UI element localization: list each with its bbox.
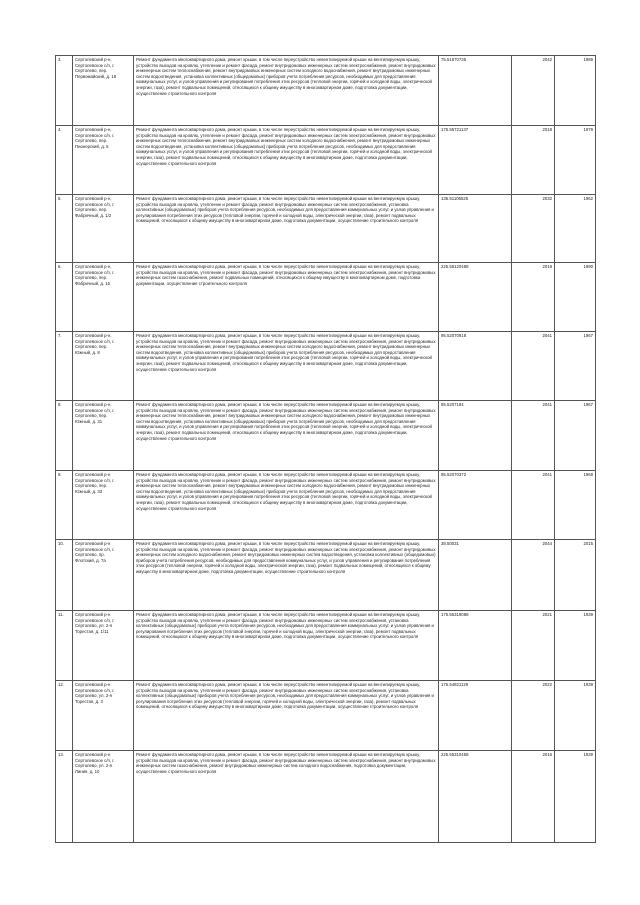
- planned-year-cell: 2041: [512, 471, 555, 540]
- planned-year-cell: 2032: [512, 195, 555, 263]
- value-cell: 75.51670735: [439, 56, 512, 126]
- planned-year-cell: 2021: [512, 611, 555, 681]
- value-cell: 175.54821129: [439, 681, 512, 751]
- works-description-cell: Ремонт фундамента многоквартирного дома, ремонт крыши, в том числе переустройство невентилируемой крыши на вентилируемую крышу, устройство выходов на кровлю, утепление и ремонт фасада, ремонт внутридомовых инженерных систем электроснабжения, установка коллективных (общедомовых) приборов учета потребления ресурсов, необходимых для предоставления коммунальных услуг, и узлов управления и регулирования потребления этих ресурсов (тепловой энергии, горячей и холодной воды, электрической энергии, газа), ремонт подвальных помещений, относящихся к общему имуществу в многоквартирном доме, подготовка документации, осуществление строительного контроля: [134, 195, 439, 263]
- address-cell: Сертолевский р-н, Сертолевское с/п, г. Сертолево, пер. Фабричный, д. 1/2: [73, 195, 134, 263]
- address-cell: Сертолевский р-н Сертолевское с/п, г. Сертолево, ул. 2-я Торестая, д. 3: [73, 681, 134, 751]
- build-year-cell: 1962: [555, 195, 596, 263]
- value-cell: 95.52070372: [439, 471, 512, 540]
- row-number-cell: 3.: [56, 56, 73, 126]
- address-cell: Сертолевский р-н, Сертолевское с/п, г. Сертолево, пер. Фабричный, д. 16: [73, 263, 134, 332]
- build-year-cell: 1939: [555, 681, 596, 751]
- works-description-cell: Ремонт фундамента многоквартирного дома, ремонт крыши, в том числе переустройство невентилируемой крыши на вентилируемую крышу, устройство выходов на кровлю, утепление и ремонт фасада, ремонт внутридомовых инженерных систем электроснабжения, установка коллективных (общедомовых) приборов учета потребления ресурсов, необходимых для предоставления коммунальных услуг, и узлов управления и регулирования потребления этих ресурсов (тепловой энергии, горячей и холодной воды, электрической энергии, газа), ремонт подвальных помещений, относящихся к общему имуществу в многоквартирном доме, подготовка документации, осуществление строительного контроля: [134, 681, 439, 751]
- address-cell: Сертолевский р-н Сертолевское с/п, г. Сертолево, ул. 2-я Торестая, д. 1/11: [73, 611, 134, 681]
- build-year-cell: 1968: [555, 471, 596, 540]
- build-year-cell: 1939: [555, 611, 596, 681]
- row-number-cell: 6.: [56, 263, 73, 332]
- table-row: [56, 195, 596, 263]
- planned-year-cell: 2016: [512, 751, 555, 843]
- value-cell: 38.50031: [439, 540, 512, 611]
- row-number-cell: 10.: [56, 540, 73, 611]
- works-table: [55, 55, 596, 843]
- build-year-cell: 2015: [555, 540, 596, 611]
- value-cell: 175.55319088: [439, 611, 512, 681]
- address-cell: Сертолевский р-н, Сертолевское с/п, г. Сертолево, пер. Первомайский, д. 18: [73, 56, 134, 126]
- value-cell: 95.52070918: [439, 332, 512, 401]
- table-row: [56, 611, 596, 681]
- value-cell: 225.55310458: [439, 751, 512, 843]
- address-cell: Сертолевский р-н, Сертолевское с/п, г. Сертолево, пер. Пионерский, д. 5: [73, 126, 134, 195]
- planned-year-cell: 2022: [512, 681, 555, 751]
- table-row: [56, 332, 596, 401]
- address-cell: Сертолевский р-н, Сертолевское с/п, г. Сертолево, пер. Южный, д. 8: [73, 332, 134, 401]
- planned-year-cell: 2018: [512, 126, 555, 195]
- works-description-cell: Ремонт фундамента многоквартирного дома, ремонт крыши, в том числе переустройство невентилируемой крыши на вентилируемую крышу, устройство выходов на кровлю, утепление и ремонт фасада, ремонт внутридомовых инженерных систем электроснабжения, ремонт внутридомовых инженерных систем теплоснабжения, ремонт внутридомовых инженерных систем холодного водоснабжения, ремонт внутридомовых инженерных систем водоотведения, установка коллективных (общедомовых) приборов учета потребления ресурсов, необходимых для предоставления коммунальных услуг, и узлов управления и регулирования потребления этих ресурсов (тепловой энергии, горячей и холодной воды, электрической энергии, газа), ремонт подвальных помещений, относящихся к общему имуществу в многоквартирном доме, подготовка документации, осуществление строительного контроля: [134, 56, 439, 126]
- row-number-cell: 7.: [56, 332, 73, 401]
- planned-year-cell: 2044: [512, 540, 555, 611]
- table-row: [56, 126, 596, 195]
- works-description-cell: Ремонт фундамента многоквартирного дома, ремонт крыши, в том числе переустройство невентилируемой крыши на вентилируемую крышу, устройство выходов на кровлю, утепление и ремонт фасада, ремонт внутридомовых инженерных систем электроснабжения, ремонт внутридомовых инженерных систем газоснабжения, ремонт подвальных помещений, относящихся к общему имуществу в многоквартирном доме, подготовка документации, осуществление строительного контроля: [134, 263, 439, 332]
- row-number-cell: 11.: [56, 611, 73, 681]
- works-description-cell: Ремонт фундамента многоквартирного дома, ремонт крыши, в том числе переустройство невентилируемой крыши на вентилируемую крышу, устройство выходов на кровлю, утепление и ремонт фасада, ремонт внутридомовых инженерных систем электроснабжения, ремонт внутридомовых инженерных систем теплоснабжения, ремонт внутридомовых инженерных систем холодного водоснабжения, ремонт внутридомовых инженерных систем водоотведения, установка коллективных (общедомовых) приборов учета потребления ресурсов, необходимых для предоставления коммунальных услуг, и узлов управления и регулирования потребления этих ресурсов (тепловой энергии, горячей и холодной воды, электрической энергии, газа), ремонт подвальных помещений, относящихся к общему имуществу в многоквартирном доме, подготовка документации, осуществление строительного контроля: [134, 471, 439, 540]
- table-row: [56, 540, 596, 611]
- build-year-cell: 1967: [555, 332, 596, 401]
- address-cell: Сертолевский р-н Сертолевское с/п, г. Сертолево, пр. Флотский, д. 7а: [73, 540, 134, 611]
- works-description-cell: Ремонт фундамента многоквартирного дома, ремонт крыши, в том числе переустройство невентилируемой крыши на вентилируемую крышу, устройство выходов на кровлю, утепление и ремонт фасада, ремонт внутридомовых инженерных систем электроснабжения, ремонт внутридомовых инженерных систем теплоснабжения, ремонт внутридомовых инженерных систем холодного водоснабжения, ремонт внутридомовых инженерных систем водоотведения, установка коллективных (общедомовых) приборов учета потребления ресурсов, необходимых для предоставления коммунальных услуг, и узлов управления и регулирования потребления этих ресурсов (тепловой энергии, горячей и холодной воды, электрической энергии, газа), ремонт подвальных помещений, относящихся к общему имуществу в многоквартирном доме, подготовка документации, осуществление строительного контроля: [134, 332, 439, 401]
- table-row: [56, 471, 596, 540]
- build-year-cell: 1939: [555, 751, 596, 843]
- row-number-cell: 8.: [56, 401, 73, 471]
- row-number-cell: 5.: [56, 195, 73, 263]
- build-year-cell: 1989: [555, 56, 596, 126]
- table-row: [56, 401, 596, 471]
- address-cell: Сертолевский р-н Сертолевское с/п, г. Сертолево, ул. 2-я Линия, д. 10: [73, 751, 134, 843]
- planned-year-cell: 2019: [512, 263, 555, 332]
- row-number-cell: 12.: [56, 681, 73, 751]
- value-cell: 225.55120488: [439, 263, 512, 332]
- planned-year-cell: 2041: [512, 401, 555, 471]
- build-year-cell: 1990: [555, 263, 596, 332]
- works-description-cell: Ремонт фундамента многоквартирного дома, ремонт крыши, в том числе переустройство невентилируемой крыши на вентилируемую крышу, устройство выходов на кровлю, утепление и ремонт фасада, ремонт внутридомовых инженерных систем электроснабжения, установка коллективных (общедомовых) приборов учета потребления ресурсов, необходимых для предоставления коммунальных услуг, и узлов управления и регулирования потребления этих ресурсов (тепловой энергии, горячей и холодной воды, электрической энергии, газа), ремонт подвальных помещений, относящихся к общему имуществу в многоквартирном доме, подготовка документации, осуществление строительного контроля: [134, 611, 439, 681]
- value-cell: 135.51106525: [439, 195, 512, 263]
- works-description-cell: Ремонт фундамента многоквартирного дома, ремонт крыши, в том числе переустройство невентилируемой крыши на вентилируемую крышу, устройство выходов на кровлю, утепление и ремонт фасада, ремонт внутридомовых инженерных систем электроснабжения, ремонт внутридомовых инженерных систем теплоснабжения, ремонт внутридомовых инженерных систем холодного водоснабжения, ремонт внутридомовых инженерных систем водоотведения, установка коллективных (общедомовых) приборов учета потребления ресурсов, необходимых для предоставления коммунальных услуг, и узлов управления и регулирования потребления этих ресурсов (тепловой энергии, горячей и холодной воды, электрической энергии, газа), ремонт подвальных помещений, относящихся к общему имуществу в многоквартирном доме, подготовка документации, осуществление строительного контроля: [134, 126, 439, 195]
- works-description-cell: Ремонт фундамента многоквартирного дома, ремонт крыши, в том числе переустройство невентилируемой крыши на вентилируемую крышу, устройство выходов на кровлю, утепление и ремонт фасада, ремонт внутридомовых инженерных систем электроснабжения, ремонт внутридомовых инженерных систем холодного водоснабжения, ремонт внутридомовых инженерных систем водоотведения, установка коллективных (общедомовых) приборов учета потребления ресурсов, необходимых для предоставления коммунальных услуг, и узлов управления и регулирования потребления этих ресурсов (тепловой энергии, горячей и холодной воды, электрической энергии, газа), ремонт подвальных помещений, относящихся к общему имуществу в многоквартирном доме, подготовка документации, осуществление строительного контроля: [134, 540, 439, 611]
- value-cell: 175.55721137: [439, 126, 512, 195]
- build-year-cell: 1979: [555, 126, 596, 195]
- table-row: [56, 263, 596, 332]
- address-cell: Сертолевский р-н, Сертолевское с/п, г. Сертолево, пер. Южный, д. 31: [73, 401, 134, 471]
- row-number-cell: 9.: [56, 471, 73, 540]
- works-table-body: [56, 56, 596, 843]
- address-cell: Сертолевский р-н Сертолевское с/п, г. Сертолево, пер. Южный, д. 33: [73, 471, 134, 540]
- row-number-cell: 13.: [56, 751, 73, 843]
- planned-year-cell: 2042: [512, 56, 555, 126]
- row-number-cell: 4.: [56, 126, 73, 195]
- table-row: [56, 681, 596, 751]
- table-row: [56, 751, 596, 843]
- table-row: [56, 56, 596, 126]
- value-cell: 95.5207184: [439, 401, 512, 471]
- works-description-cell: Ремонт фундамента многоквартирного дома, ремонт крыши, в том числе переустройство невентилируемой крыши на вентилируемую крышу, устройство выходов на кровлю, утепление и ремонт фасада, ремонт внутридомовых инженерных систем электроснабжения, ремонт внутридомовых инженерных систем газоснабжения, ремонт внутридомовых инженерных систем холодного водоснабжения, подготовка документации, осуществление строительного контроля: [134, 751, 439, 843]
- build-year-cell: 1967: [555, 401, 596, 471]
- planned-year-cell: 2041: [512, 332, 555, 401]
- works-description-cell: Ремонт фундамента многоквартирного дома, ремонт крыши, в том числе переустройство невентилируемой крыши на вентилируемую крышу, устройство выходов на кровлю, утепление и ремонт фасада, ремонт внутридомовых инженерных систем электроснабжения, ремонт внутридомовых инженерных систем теплоснабжения, ремонт внутридомовых инженерных систем холодного водоснабжения, ремонт внутридомовых инженерных систем водоотведения, установка коллективных (общедомовых) приборов учета потребления ресурсов, необходимых для предоставления коммунальных услуг, и узлов управления и регулирования потребления этих ресурсов (тепловой энергии, горячей и холодной воды, электрической энергии, газа), ремонт подвальных помещений, относящихся к общему имуществу в многоквартирном доме, подготовка документации, осуществление строительного контроля: [134, 401, 439, 471]
